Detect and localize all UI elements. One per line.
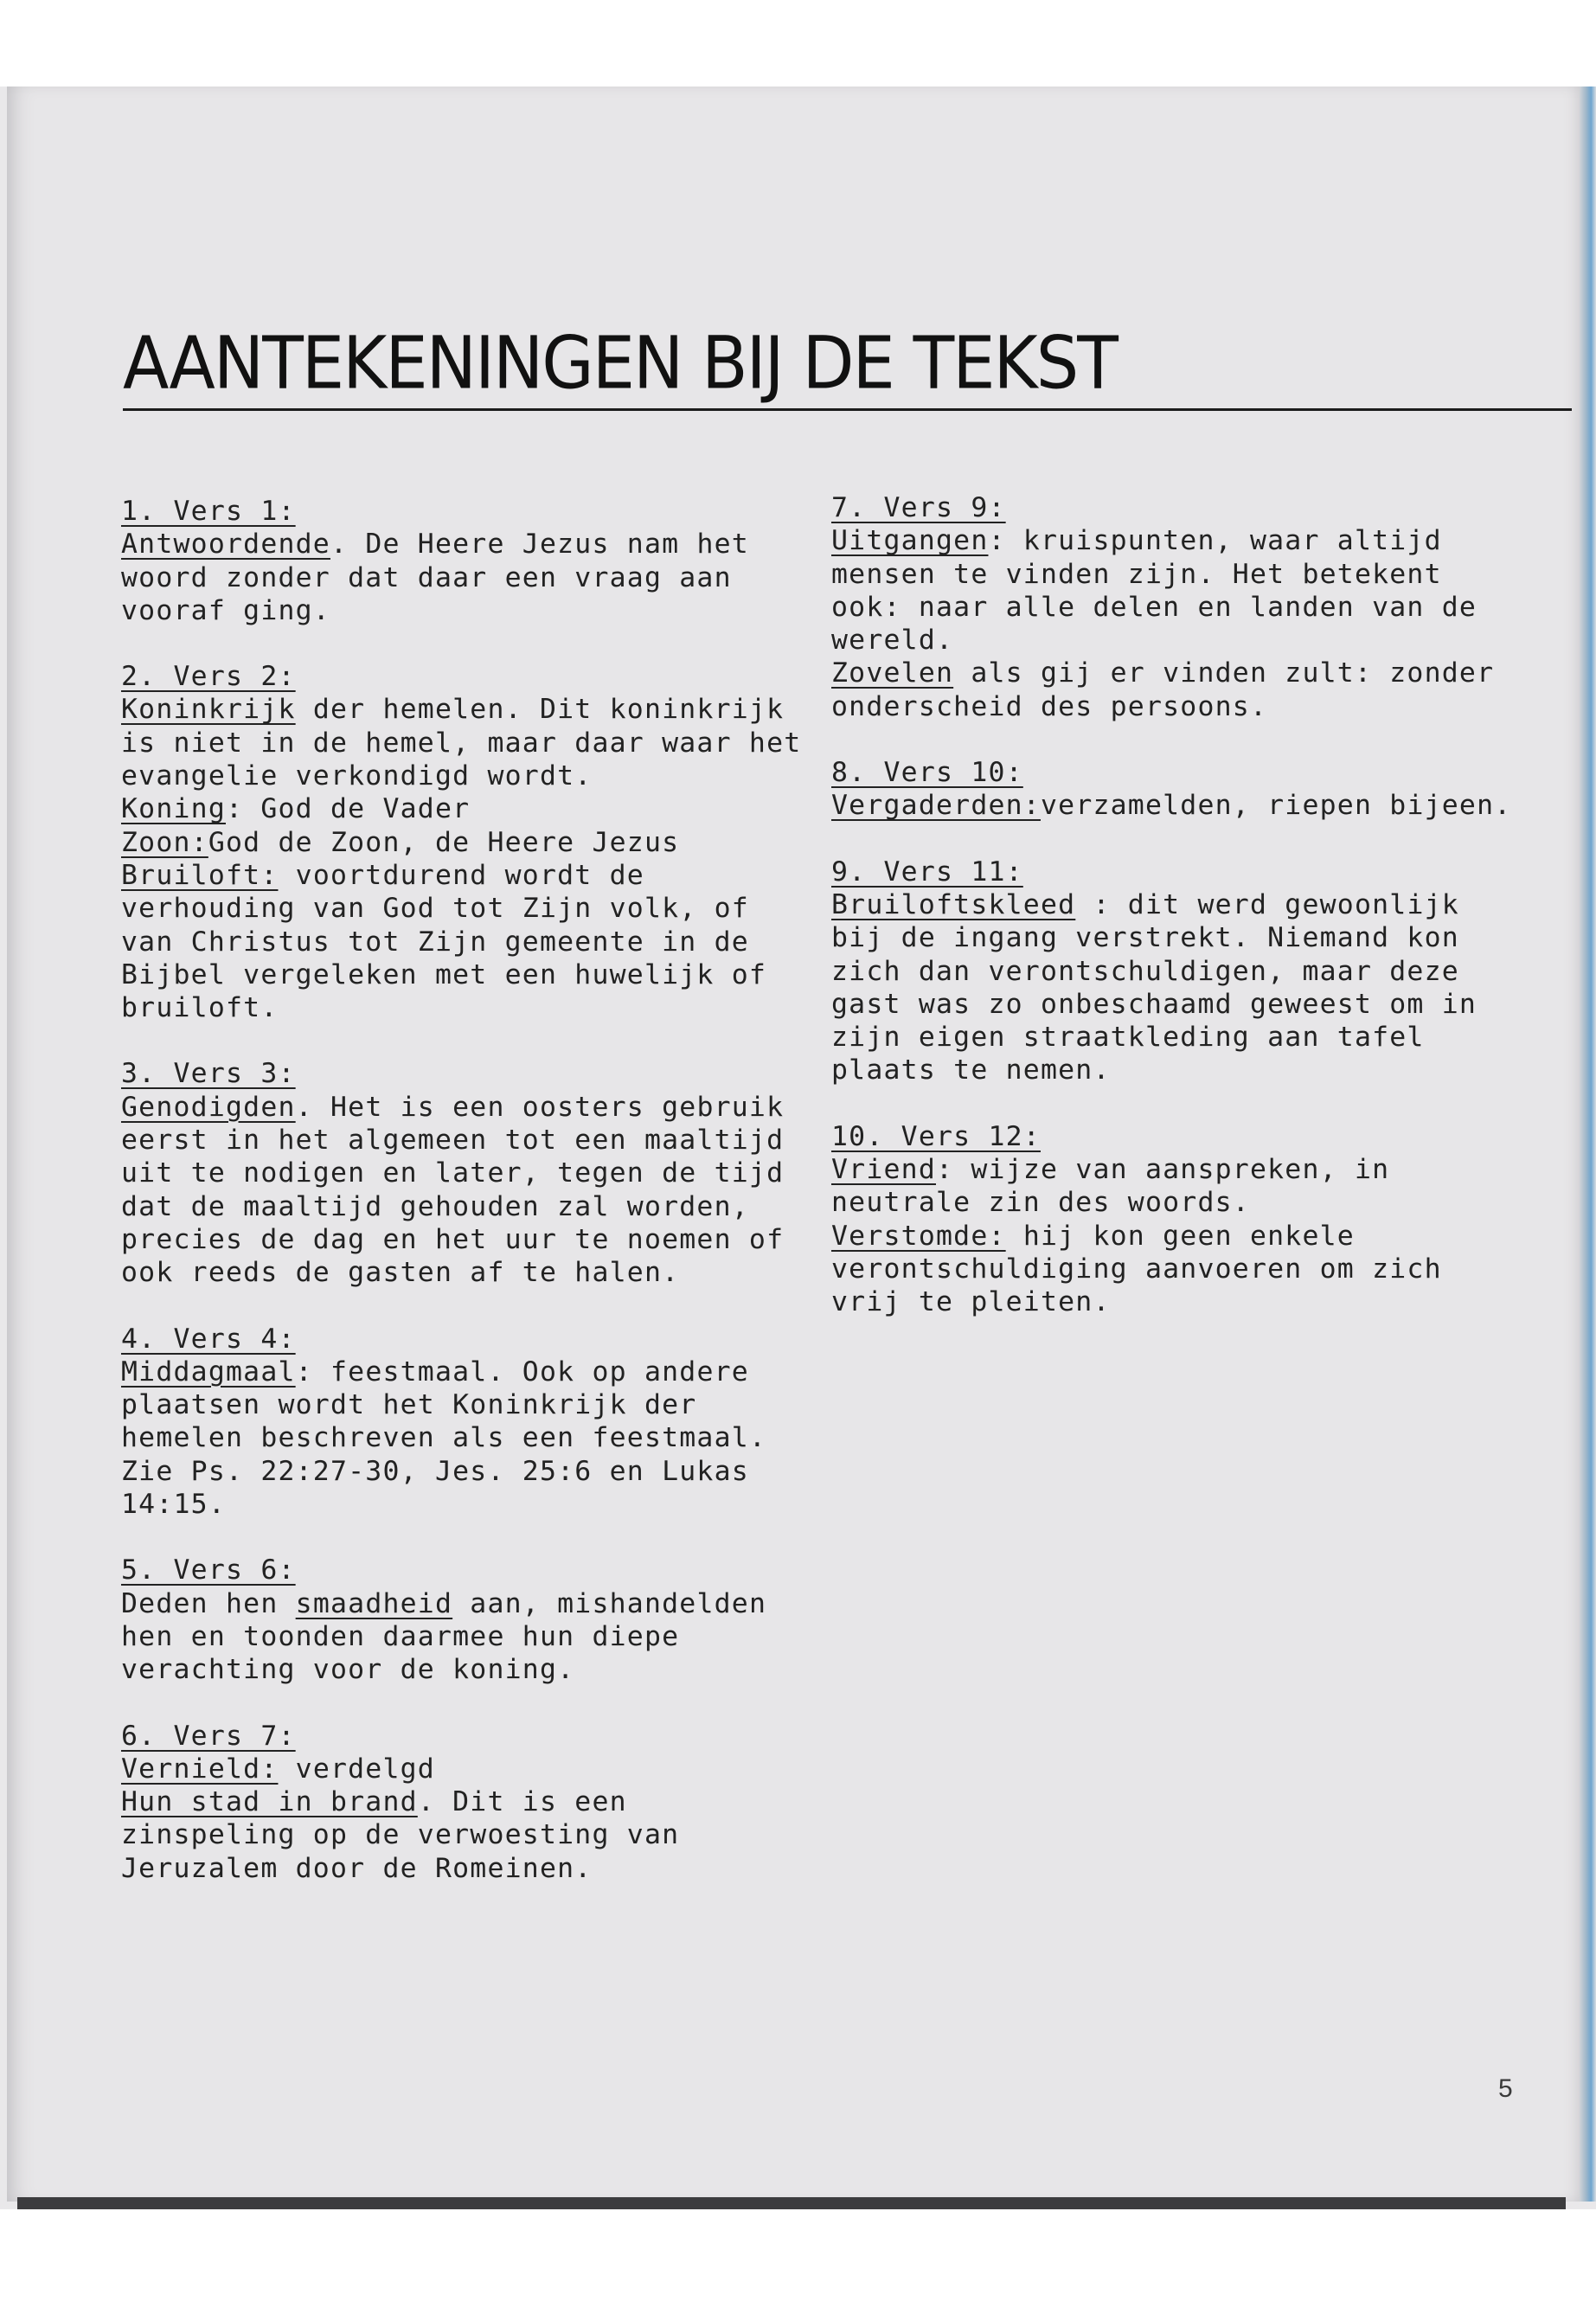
note-paragraph [121, 1091, 813, 1290]
note-text: verdelgd [278, 1753, 435, 1785]
note-paragraph [121, 859, 813, 1024]
page-title: AANTEKENINGEN BIJ DE TEKST [123, 322, 1117, 407]
note-text: als gij er vinden zult: zonder onderscheid des persoons. [831, 657, 1495, 722]
note-text: der hemelen. Dit koninkrijk is niet in de hemel, maar daar waar het evangelie verkondigd wordt. [121, 694, 802, 792]
note-term: Hun stad in brand [121, 1786, 418, 1818]
note-paragraph [831, 1153, 1515, 1220]
note-term: Vernield: [121, 1753, 279, 1785]
note-text-prefix: Deden hen [121, 1587, 296, 1619]
note-paragraph [121, 1753, 813, 1785]
note-text: voortdurend wordt de verhouding van God tot Zijn volk, of van Christus tot Zijn gemeente in de Bijbel vergeleken met een huwelijk of bruiloft. [121, 859, 767, 1024]
note-heading: 10. Vers 12: [831, 1120, 1041, 1152]
page-edge [1580, 87, 1596, 2202]
note-text: aan, mishandelden hen en toonden daarmee hun diepe verachting voor de koning. [121, 1587, 767, 1686]
note-text: God de Zoon, de Heere Jezus [208, 826, 680, 858]
note-paragraph [831, 789, 1515, 822]
scan-background-top [0, 0, 1596, 87]
note-term: smaadheid [295, 1587, 453, 1619]
notes-column-right [831, 491, 1515, 1352]
note-term: Koning [121, 793, 226, 825]
note-heading: 2. Vers 2: [121, 661, 296, 693]
note-6 [121, 1720, 813, 1885]
note-term: Zovelen [831, 657, 954, 689]
note-heading: 6. Vers 7: [121, 1720, 296, 1752]
note-paragraph [831, 1220, 1515, 1319]
note-2 [121, 660, 813, 1024]
note-heading: 7. Vers 9: [831, 492, 1006, 523]
note-1 [121, 495, 813, 627]
note-8 [831, 756, 1515, 823]
note-text: : feestmaal. Ook op andere plaatsen wordt het Koninkrijk der hemelen beschreven als een feestmaal. Zie Ps. 22:27-30, Jes. 25:6 en Lukas 14:15. [121, 1356, 767, 1521]
note-heading: 1. Vers 1: [121, 496, 296, 527]
page-number: 5 [1498, 2074, 1513, 2103]
note-heading: 9. Vers 11: [831, 856, 1023, 888]
note-term: Vergaderden: [831, 790, 1041, 822]
note-heading: 3. Vers 3: [121, 1058, 296, 1090]
note-paragraph [831, 524, 1515, 657]
note-text: verzamelden, riepen bijeen. [1040, 790, 1512, 822]
note-text: hij kon geen enkele verontschuldiging aanvoeren om zich vrij te pleiten. [831, 1220, 1442, 1318]
note-3 [121, 1057, 813, 1289]
note-7 [831, 491, 1515, 723]
note-text: . Het is een oosters gebruik eerst in het algemeen tot een maaltijd uit te nodigen en later, tegen de tijd dat de maaltijd gehouden zal worden, precies de dag en het uur te noemen of ook reeds de gasten af te halen. [121, 1091, 785, 1289]
note-paragraph [121, 693, 813, 792]
note-paragraph [121, 528, 813, 627]
note-text: . De Heere Jezus nam het woord zonder dat daar een vraag aan vooraf ging. [121, 529, 749, 626]
note-paragraph [121, 826, 813, 859]
note-term: Verstomde: [831, 1220, 1006, 1252]
note-10 [831, 1120, 1515, 1319]
notes-column-left [121, 495, 813, 1918]
note-paragraph [121, 1587, 813, 1687]
note-paragraph [831, 888, 1515, 1087]
note-paragraph [831, 657, 1515, 723]
page-bottom-edge [17, 2197, 1566, 2209]
note-term: Vriend [831, 1154, 936, 1186]
note-heading: 5. Vers 6: [121, 1554, 296, 1586]
note-4 [121, 1323, 813, 1522]
note-heading: 4. Vers 4: [121, 1323, 296, 1355]
note-term: Middagmaal [121, 1356, 296, 1388]
title-rule [123, 408, 1572, 411]
note-heading: 8. Vers 10: [831, 757, 1023, 789]
note-term: Zoon: [121, 826, 208, 858]
note-term: Genodigden [121, 1091, 296, 1123]
note-text: : God de Vader [226, 793, 471, 825]
note-text: . Dit is een zinspeling op de verwoesting van Jeruzalem door de Romeinen. [121, 1786, 680, 1884]
note-paragraph [121, 1356, 813, 1521]
note-paragraph [121, 792, 813, 825]
note-term: Koninkrijk [121, 694, 296, 726]
note-term: Bruiloftskleed [831, 888, 1076, 920]
note-term: Bruiloft: [121, 859, 279, 891]
scan-background-bottom [0, 2209, 1596, 2301]
note-paragraph [121, 1785, 813, 1885]
note-term: Antwoordende [121, 529, 330, 561]
note-5 [121, 1554, 813, 1686]
note-text: : wijze van aanspreken, in neutrale zin des woords. [831, 1154, 1390, 1219]
note-term: Uitgangen [831, 525, 989, 557]
note-9 [831, 856, 1515, 1087]
note-text: : kruispunten, waar altijd mensen te vinden zijn. Het betekent ook: naar alle delen en landen van de wereld. [831, 525, 1477, 657]
note-text: : dit werd gewoonlijk bij de ingang verstrekt. Niemand kon zich dan verontschuldigen, maar deze gast was zo onbeschaamd geweest om in zijn eigen straatkleding aan tafel plaats te nemen. [831, 888, 1477, 1086]
